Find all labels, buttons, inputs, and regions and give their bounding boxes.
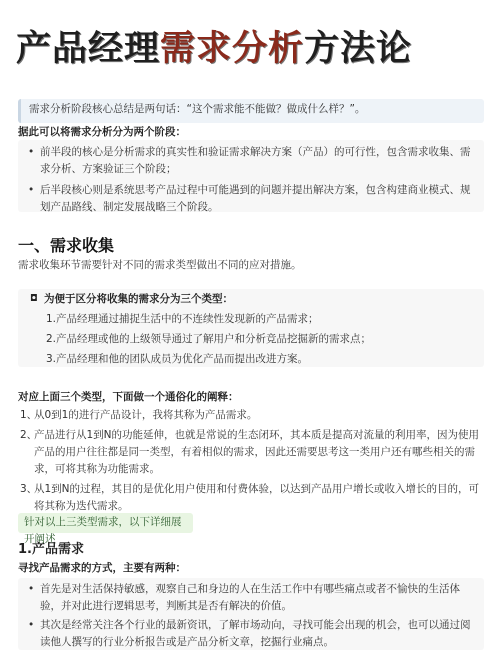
intro-note [18, 99, 484, 123]
detail-note-text: 针对以上三类型需求，以下详细展开阐述 [24, 516, 182, 545]
list-item: 3、 从1到N的过程，其目的是优化用户使用和付费体验，以达到产品用户增长或收入增长的目的，可将其称为迭代需求。 [20, 483, 480, 512]
article-title [16, 24, 412, 74]
list-item: • 首先是对生活保持敏感，观察自己和身边的人在生活工作中有哪些痛点或者不愉快的生活体验，并对此进行逻辑思考，判断其是否有解决的价值。 [28, 583, 460, 612]
types-box [18, 289, 484, 367]
square-bullet-icon: ◘ [30, 294, 38, 304]
methods-box [18, 578, 484, 650]
detail-note [18, 513, 193, 545]
section-1-heading: 一、需求收集 [18, 236, 115, 255]
list-item: • 后半段核心则是系统思考产品过程中可能遇到的问题并提出解决方案，包含构建商业模式、规划产品路线、制定发展战略三个阶段。 [28, 184, 471, 213]
bullet-icon: • [28, 184, 35, 196]
type-item: 2.产品经理或他的上级领导通过了解用户和分析竞品挖掘新的需求点； [46, 333, 372, 345]
title-part-3: 方法论 [304, 29, 413, 69]
title-part-2: 需求分析 [160, 29, 305, 69]
section-1-intro: 需求收集环节需要针对不同的需求类型做出不同的应对措施。 [18, 259, 302, 271]
bullet-icon: • [28, 146, 35, 158]
list-item: 2、 产品进行从1到N的功能延伸，也就是常说的生态闭环，其本质是提高对流量的利用率，因为使用产品的用户往往都是同一类型，有着相似的需求，因此还需要思考这一类用户还有哪些相关的需求，可将其称为功能需求。 [20, 429, 480, 475]
phases-box [18, 140, 484, 212]
list-item: 1、 从0到1的进行产品设计，我将其称为产品需求。 [20, 409, 258, 421]
intro-note-text: 需求分析阶段核心总结是两句话：“这个需求能不能做？做成什么样？”。 [29, 103, 366, 115]
types-heading: ◘ 为便于区分将收集的需求分为三个类型： [28, 291, 474, 308]
type-item: 1.产品经理通过捕捉生活中的不连续性发现新的产品需求； [46, 313, 319, 325]
title-part-1: 产品经理 [16, 29, 161, 69]
analogy-list [18, 407, 484, 518]
bullet-icon: • [28, 583, 35, 595]
analogy-heading: 对应上面三个类型，下面做一个通俗化的阐释： [18, 391, 239, 403]
bullet-icon: • [28, 619, 35, 631]
type-item: 3.产品经理和他的团队成员为优化产品而提出改进方案。 [46, 353, 309, 365]
method-heading: 寻找产品需求的方式，主要有两种： [18, 562, 186, 574]
list-item: • 其次是经常关注各个行业的最新资讯，了解市场动向，寻找可能会出现的机会，也可以通过阅读他人撰写的行业分析报告或是产品分析文章，挖掘行业痛点。 [28, 619, 471, 648]
list-item: • 前半段的核心是分析需求的真实性和验证需求解决方案（产品）的可行性，包含需求收集、需求分析、方案验证三个阶段； [28, 146, 471, 175]
phases-heading: 据此可以将需求分析分为两个阶段： [18, 126, 186, 138]
subsection-1-heading: 1.产品需求 [18, 542, 84, 557]
